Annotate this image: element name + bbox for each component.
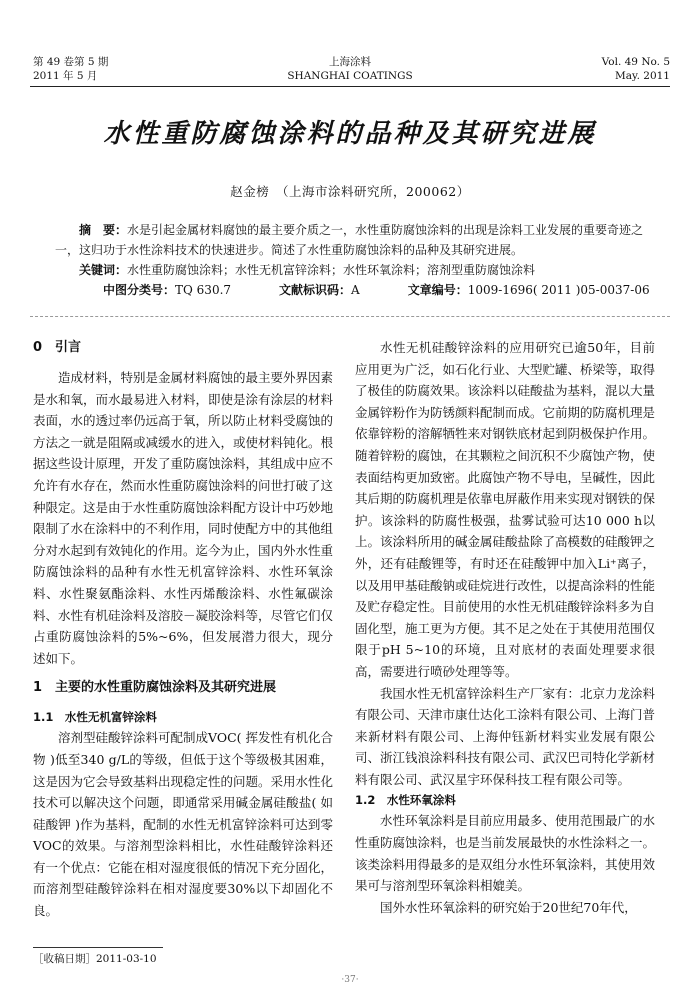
issue-date-text: 2011 年 5 月 xyxy=(33,70,98,82)
body-paragraph: 水性无机硅酸锌涂料的应用研究已逾50年，目前应用更为广泛，如石化行业、大型贮罐、桥梁等，取得了极佳的防腐效果。该涂料以硅酸盐为基料，混以大量金属锌粉作为防锈颜料配制而成。它前期的防腐机理是依靠锌粉的溶解牺牲来对钢铁底材起到阴极保护作用。随着锌粉的腐蚀，在其颗粒之间沉积不少腐蚀产物，使表面结构更加致密。此腐蚀产物不导电，呈碱性，因此其后期的防腐机理是依靠电屏蔽作用来实现对钢铁的保护。该涂料的防腐性极强，盐雾试验可达10 000 h以上。该涂料所用的碱金属硅酸盐除了高模数的硅酸钾之外，还有硅酸锂等，有时还在硅酸钾中加入Li⁺离子，以及用甲基硅酸钠或硅烷进行改性，以提高涂料的性能及贮存稳定性。目前使用的水性无机硅酸锌涂料多为自固化型，施工更为方便。其不足之处在于其使用范围仅限于pH 5~10的环境，且对底材的表面处理要求很高，需要进行喷砂处理等等。 xyxy=(355,340,656,679)
body-paragraph: 水性环氧涂料是目前应用最多、使用范围最广的水性重防腐蚀涂料，也是当前发展最快的水性涂料之一。该类涂料用得最多的是双组分水性环氧涂料，其使用效果可与溶剂型环氧涂料相媲美。 xyxy=(355,813,656,894)
page-number: ·37· xyxy=(341,975,359,985)
author-affiliation: 赵金榜 （上海市涂料研究所，200062） xyxy=(230,184,470,199)
body-paragraph: 造成材料，特别是金属材料腐蚀的最主要外界因素是水和氧，而水最易进入材料，即使是涂有涂层的材料表面，水的透过率仍远高于氧，所以防止材料受腐蚀的方法之一就是阻隔或减缓水的进入，或使材料钝化。根据这些设计原理，开发了重防腐蚀涂料，其组成中应不允许有水存在，然而水性重防腐蚀涂料的问世打破了这种限定。这是由于水性重防腐蚀涂料配方设计中巧妙地限制了水在涂料中的不利作用，同时使配方中的其他组分对水起到有效钝化的作用。迄今为止，国内外水性重防腐蚀涂料的品种有水性无机富锌涂料、水性环氧涂料、水性聚氨酯涂料、水性丙烯酸涂料、水性氟碳涂料、水性有机硅涂料及溶胶－凝胶涂料等，尽管它们仅占重防腐蚀涂料的5%~6%，但发展潜力很大，现分述如下。 xyxy=(33,370,334,666)
classification-line xyxy=(55,280,650,300)
journal-volume-en xyxy=(602,55,670,83)
section-heading-intro: 0 引言 xyxy=(33,340,82,355)
abstract-text: 水是引起金属材料腐蚀的最主要介质之一，水性重防腐蚀涂料的出现是涂料工业发展的重要奇迹之一，这归功于水性涂料技术的快速进步。简述了水性重防腐蚀涂料的品种及其研究进展。 xyxy=(55,223,644,257)
body-paragraph: 国外水性环氧涂料的研究始于20世纪70年代， xyxy=(380,899,637,915)
subsection-heading-1-2: 1.2 水性环氧涂料 xyxy=(355,793,456,808)
abstract-label: 摘 要： xyxy=(79,223,128,237)
abstract-block xyxy=(55,220,650,300)
keywords-line xyxy=(55,260,650,280)
right-column xyxy=(355,337,655,918)
subsection-heading-1-1: 1.1 水性无机富锌涂料 xyxy=(33,710,157,725)
journal-name xyxy=(0,55,700,83)
abstract-paragraph xyxy=(55,220,650,260)
paper-title: 水性重防腐蚀涂料的品种及其研究进展 xyxy=(103,119,597,149)
clc-value: TQ 630.7 xyxy=(175,283,232,297)
section-heading-main: 1 主要的水性重防腐蚀涂料及其研究进展 xyxy=(33,680,277,696)
header-divider xyxy=(30,86,670,87)
volume-issue-text: 第 49 卷第 5 期 xyxy=(33,56,109,68)
keywords-label: 关键词： xyxy=(79,263,128,277)
doc-code-label: 文献标识码： xyxy=(279,283,352,297)
abstract-divider xyxy=(30,316,670,317)
date-en-text: May. 2011 xyxy=(615,70,670,82)
footnote-divider xyxy=(33,947,163,948)
keywords-text: 水性重防腐蚀涂料；水性无机富锌涂料；水性环氧涂料；溶剂型重防腐蚀涂料 xyxy=(127,263,536,277)
received-date-footnote: ［收稿日期］2011-03-10 xyxy=(33,953,157,965)
body-paragraph: 溶剂型硅酸锌涂料可配制成VOC( 挥发性有机化合物 )低至340 g/L的等级，但低于这个等级极其困难，这是因为它会导致基料出现稳定性的问题。采用水性化技术可以解决这个问题，即通常采用碱金属硅酸盐( 如硅酸钾 )作为基料，配制的水性无机富锌涂料可达到零VOC的效果。与溶剂型涂料相比，水性硅酸锌涂料还有一个优点：它能在相对湿度很低的情况下充分固化，而溶剂型硅酸锌涂料在相对湿度要30%以下却固化不良。 xyxy=(33,730,334,919)
clc-label: 中图分类号： xyxy=(103,283,176,297)
journal-name-en: SHANGHAI COATINGS xyxy=(287,70,413,82)
left-column xyxy=(33,337,333,922)
volume-en-text: Vol. 49 No. 5 xyxy=(601,56,670,68)
doc-code-value: A xyxy=(351,283,360,297)
journal-name-cn: 上海涂料 xyxy=(329,56,371,68)
article-no-label: 文章编号： xyxy=(407,283,468,297)
article-no-value: 1009-1696( 2011 )05-0037-06 xyxy=(467,283,650,297)
body-paragraph: 我国水性无机富锌涂料生产厂家有：北京力龙涂料有限公司、天津市康仕达化工涂料有限公司、上海门普来新材料有限公司、上海仲钰新材料实业发展有限公司、浙江钱浪涂料科技有限公司、武汉巴司特化学新材料有限公司、武汉星宇环保科技工程有限公司等。 xyxy=(355,685,656,787)
